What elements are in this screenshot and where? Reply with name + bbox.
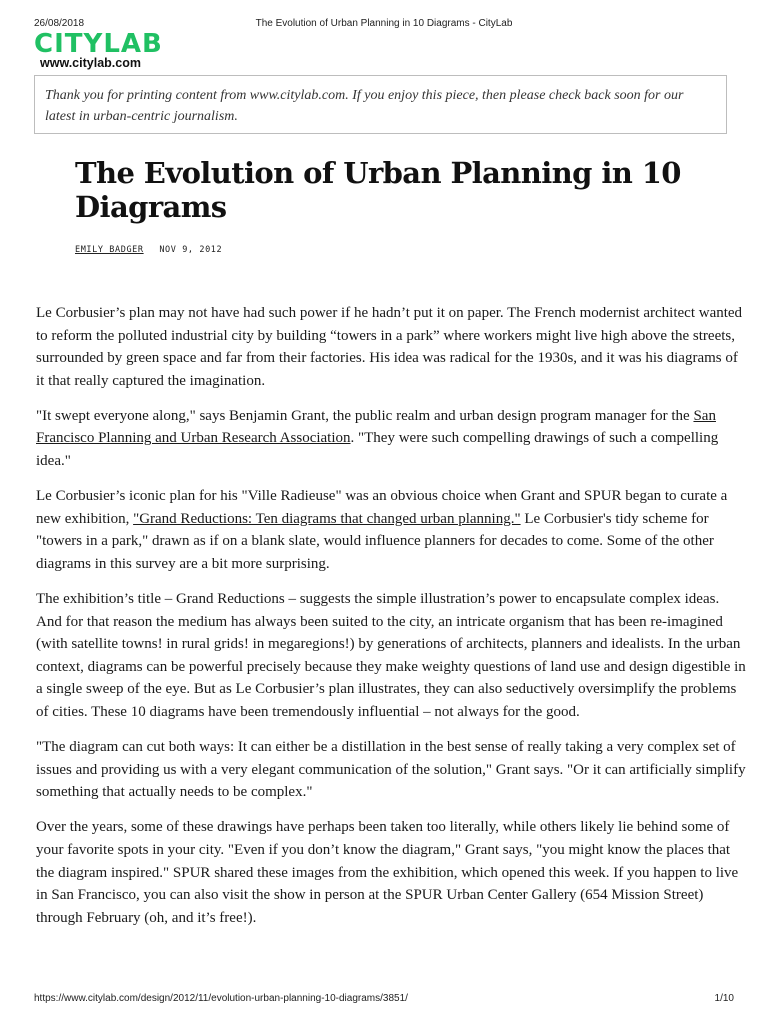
- paragraph-3-text-end: Le Corbusier's tidy scheme for "towers in a park," drawn as if on a blank slate, would influence planners for decades to come. Some of the other diagrams in this survey are a bit more surprising.: [36, 510, 714, 572]
- paragraph-1: Le Corbusier’s plan may not have had such power if he hadn’t put it on paper. The French modernist architect wanted to reform the polluted industrial city by building “towers in a park” where workers might live high above the streets, surrounded by green space and far from their factories. His idea was radical for the 1930s, and it was his diagrams of it that really captured the imagination.: [36, 305, 743, 389]
- paragraph-6: Over the years, some of these drawings have perhaps been taken too literally, while others likely lie behind some of your favorite spots in your city. "Even if you don’t know the diagram," Grant says, "you might know the places that the diagram inspired." SPUR shared these images from the exhibition, which opened this week. If you happen to live in San Francisco, you can also visit the show in person at the SPUR Urban Center Gallery (654 Mission Street) through February (oh, and it’s free!).: [36, 819, 739, 926]
- article-body: [36, 302, 746, 942]
- paragraph-2-text-end: . "They were such compelling drawings of such a compelling idea.": [36, 430, 719, 470]
- exhibition-link[interactable]: "Grand Reductions: Ten diagrams that changed urban planning.": [133, 510, 521, 527]
- page-number: 1/10: [714, 993, 734, 1004]
- site-url: www.citylab.com: [40, 56, 141, 70]
- print-notice: Thank you for printing content from www.citylab.com. If you enjoy this piece, then please check back soon for our latest in urban-centric journalism.: [34, 75, 727, 134]
- citylab-logo[interactable]: CITYLAB: [34, 29, 163, 59]
- paragraph-2-text-start: "It swept everyone along," says Benjamin Grant, the public realm and urban design program manager for the: [36, 407, 694, 424]
- byline: [75, 245, 222, 255]
- spur-link[interactable]: San Francisco Planning and Urban Research Association: [36, 407, 716, 447]
- print-page-title: The Evolution of Urban Planning in 10 Diagrams - CityLab: [255, 18, 513, 29]
- footer-url: https://www.citylab.com/design/2012/11/evolution-urban-planning-10-diagrams/3851/: [34, 993, 408, 1004]
- paragraph-2: [36, 405, 746, 473]
- print-date: 26/08/2018: [34, 18, 85, 29]
- author-link[interactable]: EMILY BADGER: [75, 245, 144, 255]
- paragraph-5: "The diagram can cut both ways: It can either be a distillation in the best sense of really taking a very complex set of issues and providing us with a very elegant communication of the solution," Grant says. "Or it can artificially simplify something that actually needs to be complex.": [36, 739, 746, 801]
- paragraph-3: [36, 485, 746, 575]
- paragraph-4: The exhibition’s title – Grand Reductions – suggests the simple illustration’s power to encapsulate complex ideas. And for that reason the medium has always been suited to the city, an intricate organism that has been re-imagined (with satellite towns! in rural grids! in megaregions!) by generations of architects, planners and idealists. In the urban context, diagrams can be powerful precisely because they make weighty questions of land use and design digestible in a single sweep of the eye. But as Le Corbusier’s plan illustrates, they can also seductively oversimplify the problems of cities. These 10 diagrams have been tremendously influential – not always for the good.: [36, 591, 746, 720]
- paragraph-3-text-start: Le Corbusier’s iconic plan for his "Ville Radieuse" was an obvious choice when Grant and SPUR began to curate a new exhibition,: [36, 488, 728, 527]
- publish-date: NOV 9, 2012: [159, 245, 223, 255]
- article-title: The Evolution of Urban Planning in 10 Diagrams: [75, 156, 681, 224]
